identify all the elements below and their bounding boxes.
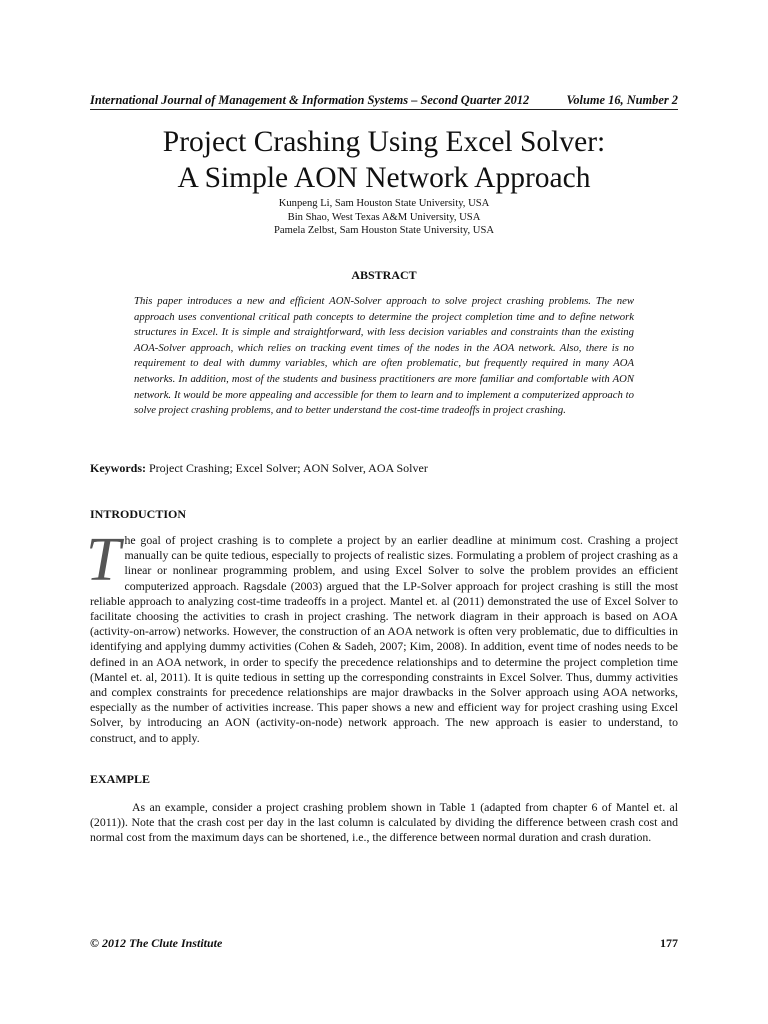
introduction-text [86,526,678,746]
page-number: 177 [660,936,678,950]
keywords-label: Keywords: [90,461,146,475]
example-heading: EXAMPLE [90,772,150,786]
running-header [90,93,678,110]
author-2: Bin Shao, West Texas A&M University, USA [287,211,481,223]
copyright-notice: © 2012 The Clute Institute [90,936,223,950]
page-footer [90,936,678,951]
abstract-heading: ABSTRACT [351,268,417,282]
abstract-text: This paper introduces a new and efficient AON-Solver approach to solve project crashing problems. The new approach uses conventional critical path concepts to determine the project completion time and to define network structures in Excel. It is simple and straightforward, with less decision variables and constraints than the existing AOA-Solver approach, which relies on tracking event times of the nodes in the AOA network. Also, there is no requirement to deal with dummy variables, which are often problematic, but frequently required in many AOA networks. In addition, most of the students and business practitioners are more familiar and comfortable with AON network. It would be more appealing and accessible for them to learn and to implement a computerized approach to solve project crashing problems, and to better understand the cost-time tradeoffs in project crashing. [134,295,634,417]
title-line-2: A Simple AON Network Approach [177,162,591,194]
title-line-1: Project Crashing Using Excel Solver: [162,126,606,158]
author-list [90,197,678,238]
author-1: Kunpeng Li, Sam Houston State University, USA [278,198,490,209]
journal-name: International Journal of Management & Information Systems – Second Quarter 2012 [90,93,530,107]
example-text: As an example, consider a project crashing problem shown in Table 1 (adapted from chapter 6 of Mantel et. al (2011)). Note that the crash cost per day in the last column is calculated by dividing the difference between crash cost and normal cost from the maximum days can be shortened, i.e., the difference between normal duration and crash duration. [90,800,678,845]
introduction-paragraph: he goal of project crashing is to complete a project by an earlier deadline at minimum cost. Crashing a project manually can be quite tedious, especially to projects of realistic sizes. Formulating a problem of project crashing as a linear or nonlinear programming problem, and using Excel Solver to solve the problem provides an efficient computerized approach. Ragsdale (2003) argued that the LP-Solver approach for project crashing is still the most reliable approach to analyzing cost-time tradeoffs in a project. Mantel et. al (2011) demonstrated the use of Excel Solver to facilitate choosing the activities to crash in project crashing. The network diagram in their approach is based on AOA (activity-on-arrow) networks. However, the construction of an AOA network is often very problematic, due to difficulties in identifying and applying dummy activities (Cohen & Sadeh, 2007; Kim, 2008). In addition, event time of nodes needs to be defined in an AOA network, in order to specify the precedence relationships and to determine the project completion time (Mantel et. al, 2011). It is quite tedious in setting up the corresponding constraints in Excel Solver. Thus, dummy activities and complex constraints for precedence relationships are major drawbacks in the Solver approach using AOA networks, especially as the number of activities increase. This paper shows a new and efficient way for project crashing using Excel Solver, by introducing an AON (activity-on-node) network approach. The new approach is easier to understand, to construct, and to apply. [90,533,678,745]
paper-title [90,124,678,196]
keywords-text: Project Crashing; Excel Solver; AON Solver, AOA Solver [149,461,428,475]
author-3: Pamela Zelbst, Sam Houston State University, USA [274,225,494,236]
keywords-line [90,461,678,476]
volume-number: Volume 16, Number 2 [566,93,678,107]
introduction-heading: INTRODUCTION [90,507,187,521]
drop-cap-letter: T [86,526,121,594]
